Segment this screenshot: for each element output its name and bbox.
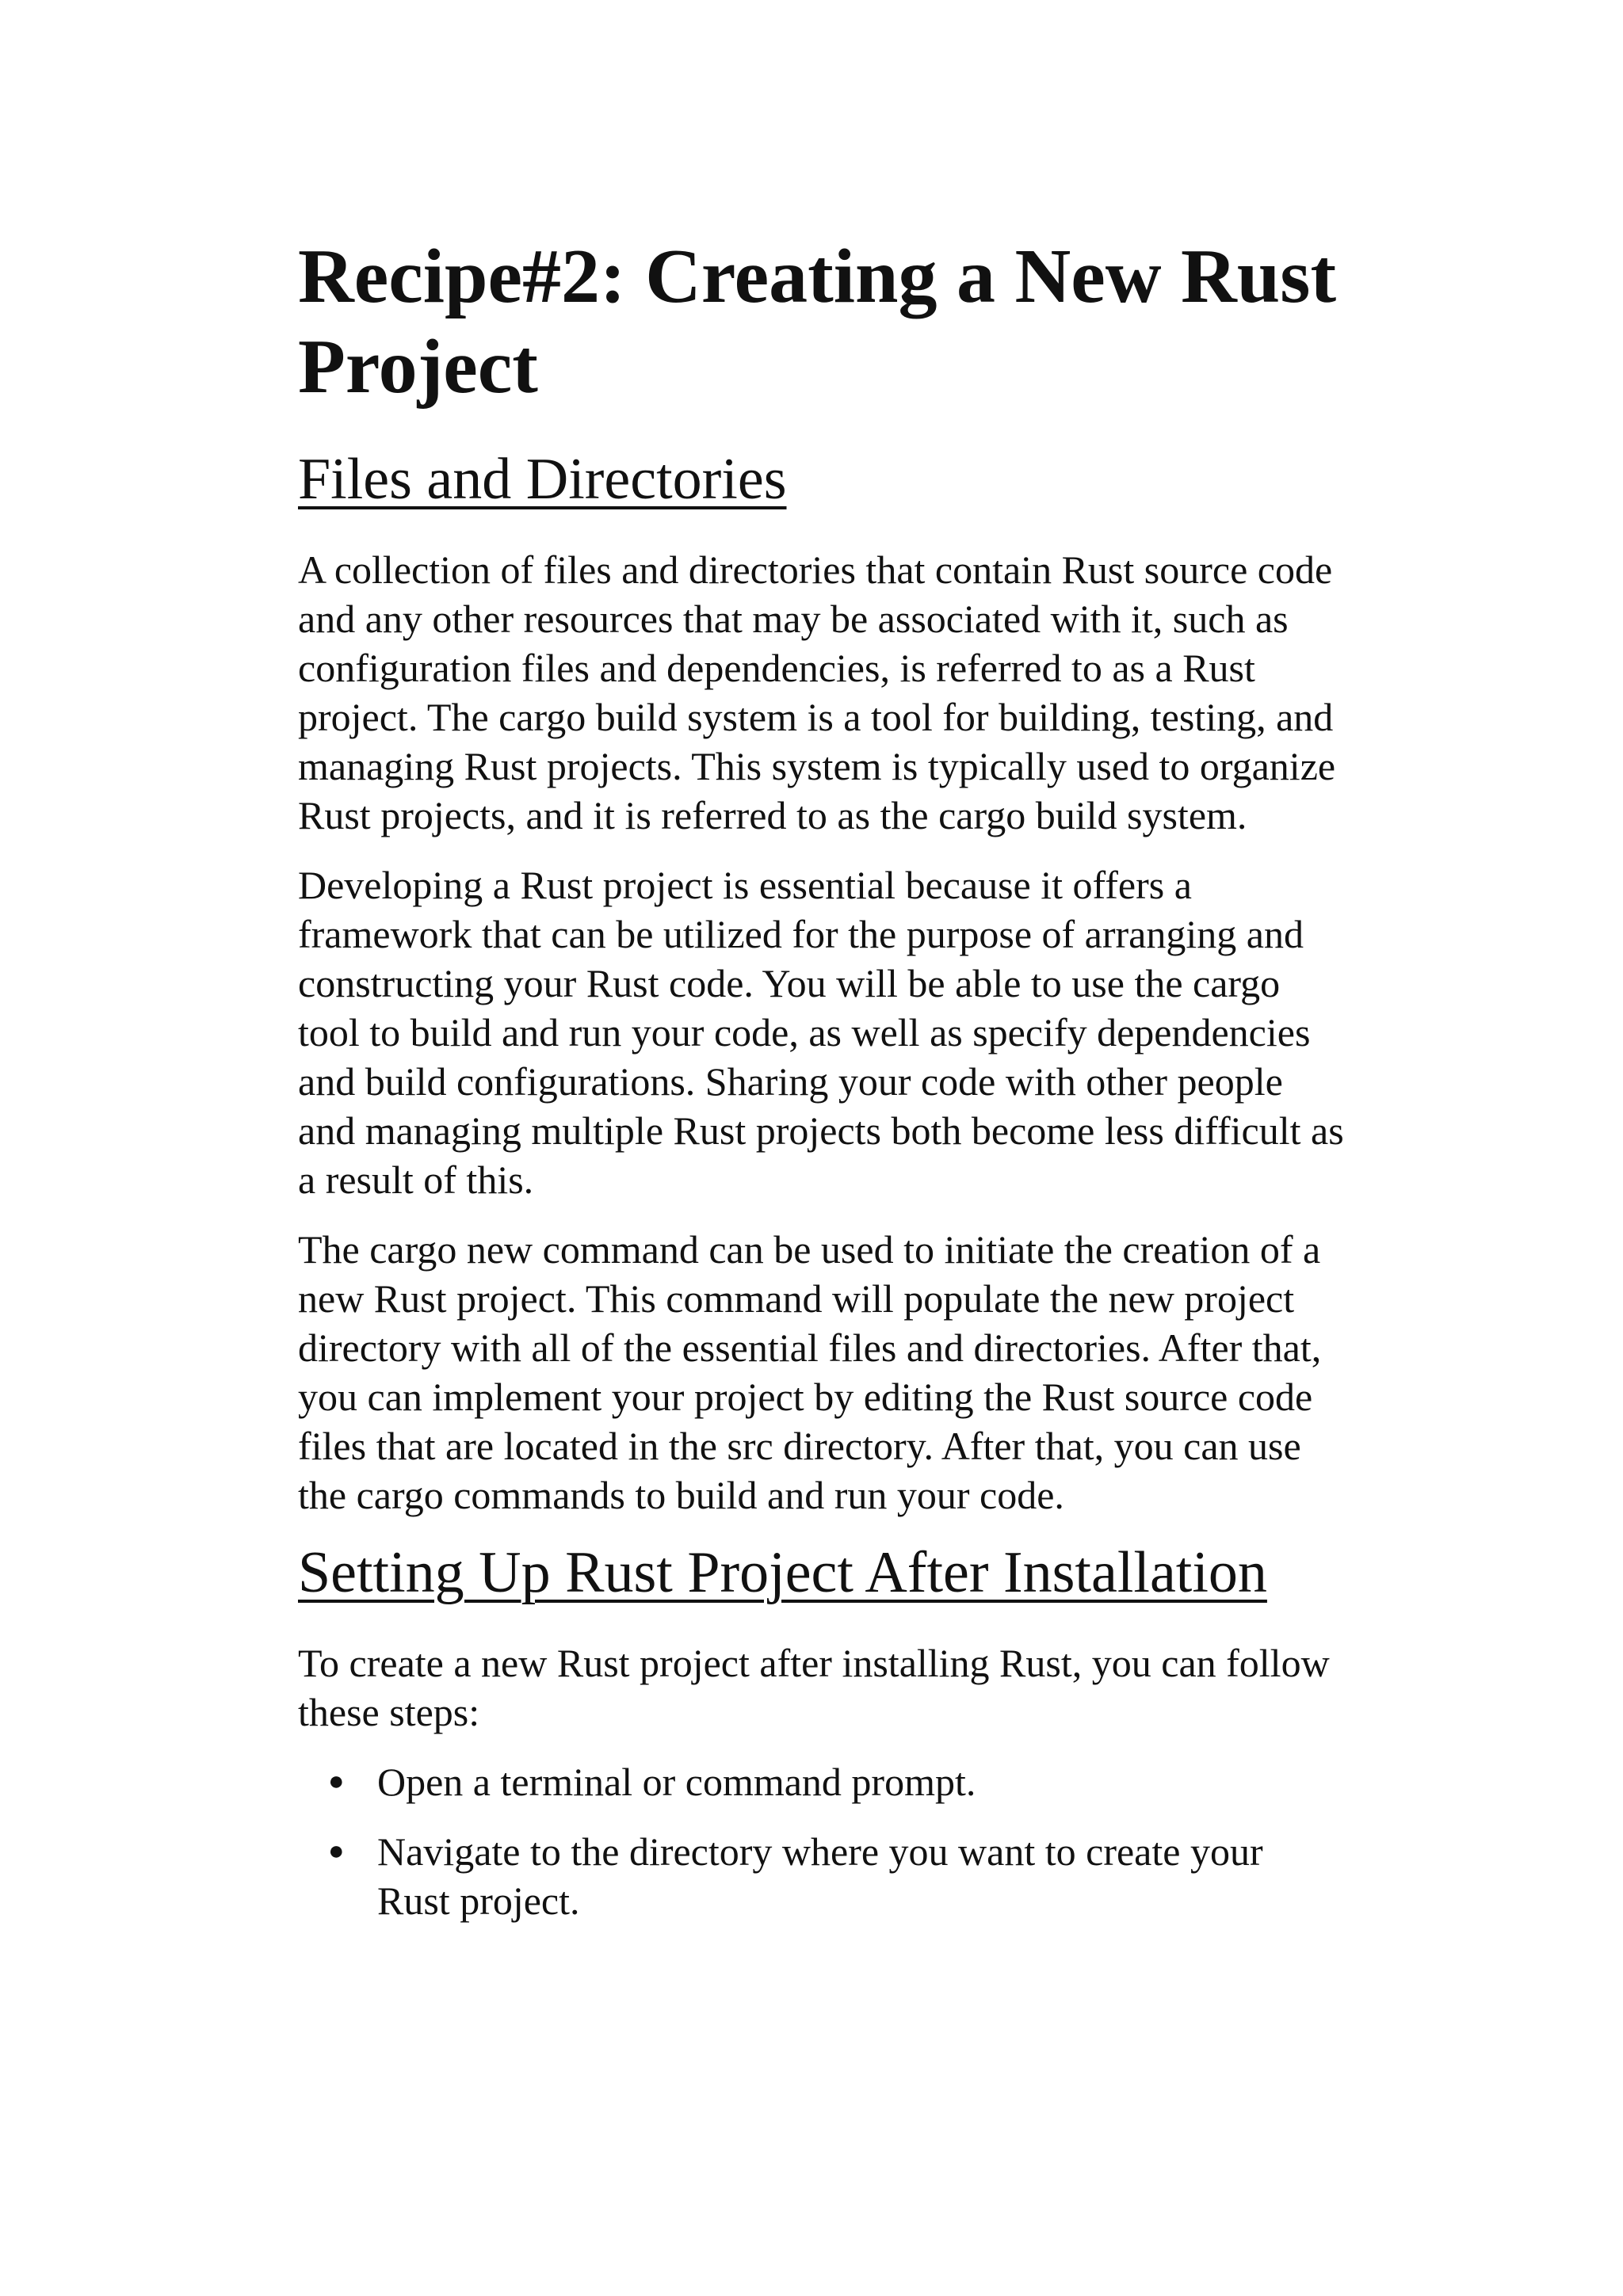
paragraph-cargo-new-command: The cargo new command can be used to initiate the creation of a new Rust project. This command will populate the new project directory with all of the essential files and directories. After that, you can implement your project by editing the Rust source code files that are located in the src directory. After that, you can use the cargo commands to build and run your code. <box>298 1227 1322 1517</box>
section-heading-setting-up-rust-project: Setting Up Rust Project After Installation <box>298 1540 1267 1605</box>
section-heading-files-and-directories: Files and Directories <box>298 447 787 512</box>
steps-list <box>298 1757 1344 1925</box>
bullet-icon: ● <box>328 1767 345 1796</box>
document-page <box>298 231 1344 1946</box>
page-title: Recipe#2: Creating a New Rust Project <box>298 234 1337 410</box>
list-item-text: Open a terminal or command prompt. <box>377 1760 976 1804</box>
paragraph-setup-intro: To create a new Rust project after installing Rust, you can follow these steps: <box>298 1641 1330 1734</box>
paragraph-why-rust-project: Developing a Rust project is essential because it offers a framework that can be utilized for the purpose of arranging and constructing your Rust code. You will be able to use the cargo tool to build and run your code, as well as specify dependencies and build configurations. Sharing your code with other people and managing multiple Rust projects both become less difficult as a result of this. <box>298 863 1344 1202</box>
list-item <box>298 1757 1344 1806</box>
bullet-icon: ● <box>328 1836 345 1866</box>
list-item-text: Navigate to the directory where you want to create your Rust project. <box>377 1829 1263 1923</box>
paragraph-rust-project-definition: A collection of files and directories that contain Rust source code and any other resources that may be associated with it, such as configuration files and dependencies, is referred to as a Rust project. The cargo build system is a tool for building, testing, and managing Rust projects. This system is typically used to organize Rust projects, and it is referred to as the cargo build system. <box>298 547 1336 837</box>
list-item <box>298 1827 1344 1925</box>
